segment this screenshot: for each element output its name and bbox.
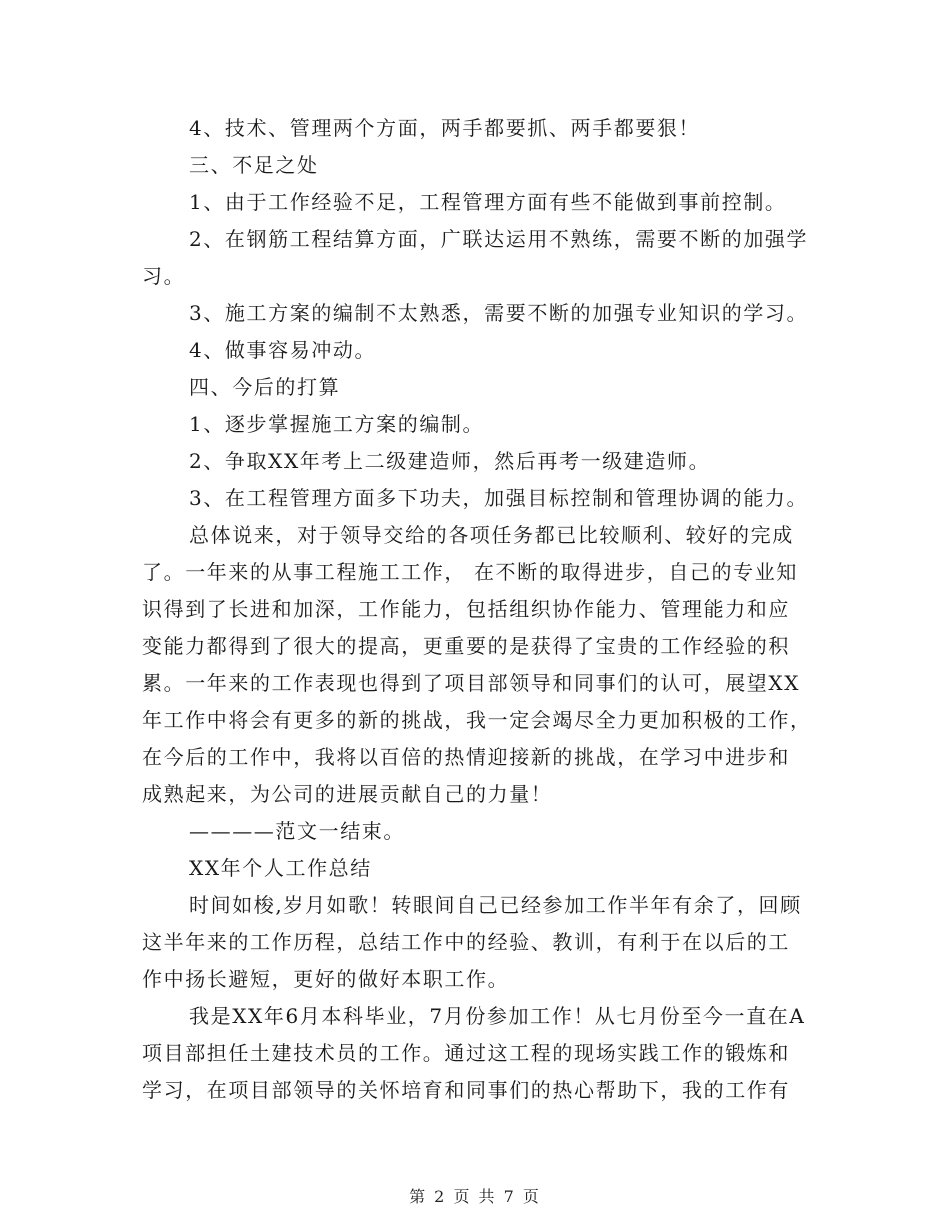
paragraph-line: 在今后的工作中，我将以百倍的热情迎接新的挑战，在学习中进步和 [142,745,790,769]
paragraph-line: 习。 [142,264,186,288]
paragraph-line: 2、争取XX年考上二级建造师，然后再考一级建造师。 [189,449,711,473]
paragraph-line: 3、施工方案的编制不太熟悉，需要不断的加强专业知识的学习。 [189,301,809,325]
paragraph-line: 这半年来的工作历程，总结工作中的经验、教训，有利于在以后的工 [142,930,790,954]
paragraph-line: 4、技术、管理两个方面，两手都要抓、两手都要狠！ [189,116,701,140]
paragraph-line: 变能力都得到了很大的提高，更重要的是获得了宝贵的工作经验的积 [142,634,790,658]
paragraph-line: 学习，在项目部领导的关怀培育和同事们的热心帮助下，我的工作有 [142,1078,790,1102]
paragraph-line: 了。一年来的从事工程施工工作， 在不断的取得进步，自己的专业知 [142,560,798,584]
paragraph-line: 总体说来，对于领导交给的各项任务都已比较顺利、较好的完成 [189,523,794,547]
paragraph-line: 1、逐步掌握施工方案的编制。 [189,412,485,436]
paragraph-line: 4、做事容易冲动。 [189,338,377,362]
document-title: XX年个人工作总结 [189,856,372,880]
paragraph-line: 3、在工程管理方面多下功夫，加强目标控制和管理协调的能力。 [189,486,809,510]
paragraph-line: 项目部担任土建技术员的工作。通过这工程的现场实践工作的锻炼和 [142,1041,790,1065]
paragraph-line: 2、在钢筋工程结算方面，广联达运用不熟练，需要不断的加强学 [189,227,809,251]
paragraph-line: 识得到了长进和加深，工作能力，包括组织协作能力、管理能力和应 [142,597,790,621]
section-heading: 四、今后的打算 [189,375,341,399]
paragraph-line: 我是XX年6月本科毕业，7月份参加工作！从七月份至今一直在A [189,1004,806,1028]
paragraph-line: 时间如梭,岁月如歌！转眼间自己已经参加工作半年有余了，回顾 [189,893,802,917]
paragraph-line: ————范文一结束。 [189,819,405,843]
paragraph-line: 年工作中将会有更多的新的挑战，我一定会竭尽全力更加积极的工作， [142,708,812,732]
paragraph-line: 作中扬长避短，更好的做好本职工作。 [142,967,510,991]
section-heading: 三、不足之处 [189,153,319,177]
paragraph-line: 1、由于工作经验不足，工程管理方面有些不能做到事前控制。 [189,190,787,214]
paragraph-line: 成熟起来，为公司的进展贡献自己的力量！ [142,782,553,806]
page-footer: 第 2 页 共 7 页 [409,1187,541,1206]
paragraph-line: 累。一年来的工作表现也得到了项目部领导和同事们的认可，展望XX [142,671,801,695]
